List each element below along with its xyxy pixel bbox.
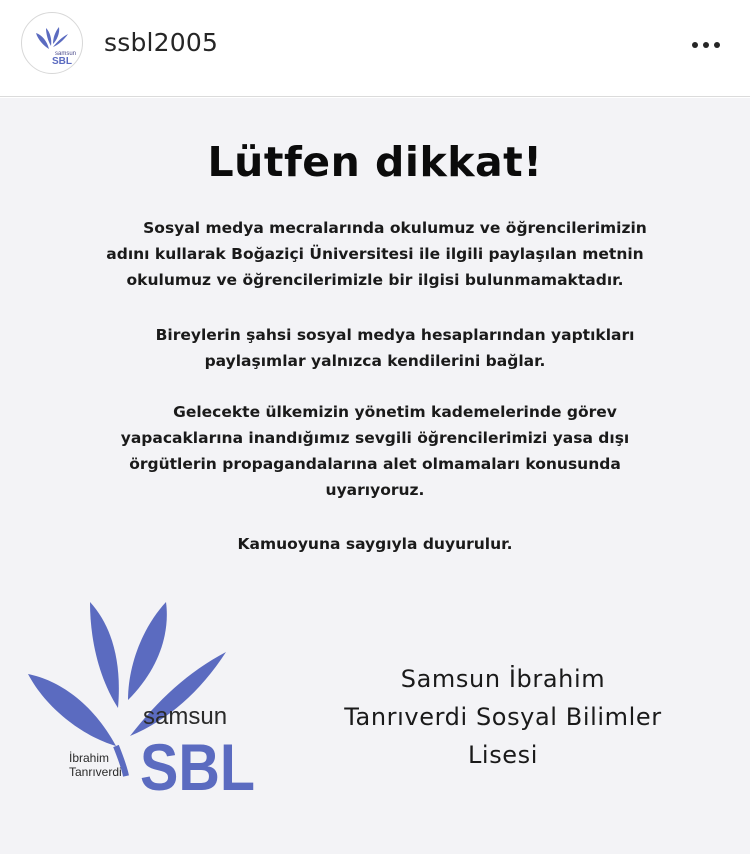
paragraph-3	[95, 399, 655, 503]
svg-text:SBL: SBL	[52, 56, 72, 67]
svg-text:samsun: samsun	[55, 51, 77, 57]
post-image[interactable]	[0, 98, 750, 854]
paragraph-2	[95, 322, 655, 374]
paragraph-line: yapacaklarına inandığımız sevgili öğrencilerimizi yasa dışı	[120, 429, 630, 447]
more-options-icon[interactable]	[686, 30, 726, 60]
school-logo-large	[20, 596, 270, 801]
paragraph-line: Gelecekte ülkemizin yönetim kademelerinde görev	[173, 403, 617, 421]
paragraph-line: örgütlerin propagandalarına alet olmamaları konusunda	[129, 455, 621, 473]
paragraph-line: okulumuz ve öğrencilerimizle bir ilgisi bulunmamaktadır.	[126, 271, 624, 289]
school-logo-icon	[22, 13, 83, 74]
dot	[714, 42, 720, 48]
profile-avatar[interactable]	[21, 12, 83, 74]
paragraph-line: uyarıyoruz.	[325, 481, 425, 499]
post-title: Lütfen dikkat!	[207, 138, 543, 186]
school-name-line: Samsun İbrahim	[400, 665, 606, 693]
school-name-line: Lisesi	[467, 741, 539, 769]
logo-acronym: SBL	[140, 730, 255, 801]
username[interactable]: ssbl2005	[104, 28, 219, 57]
dot	[703, 42, 709, 48]
paragraph-line: adını kullarak Boğaziçi Üniversitesi ile ilgili paylaşılan metnin	[106, 245, 644, 263]
paragraph-line: paylaşımlar yalnızca kendilerini bağlar.	[204, 352, 546, 370]
paragraph-line: Sosyal medya mecralarında okulumuz ve öğrencilerimizin	[143, 219, 647, 237]
school-name	[318, 660, 688, 774]
paragraph-line: Kamuoyuna saygıyla duyurulur.	[237, 535, 513, 553]
logo-name-line1: İbrahim	[69, 751, 110, 765]
logo-city-text: samsun	[143, 703, 228, 730]
post-header	[0, 0, 750, 97]
paragraph-line: Bireylerin şahsi sosyal medya hesaplarından yaptıkları	[155, 326, 635, 344]
paragraph-1	[95, 215, 655, 293]
dot	[692, 42, 698, 48]
logo-name-line2: Tanrıverdi	[69, 765, 122, 779]
school-name-line: Tanrıverdi Sosyal Bilimler	[344, 703, 662, 731]
paragraph-4	[95, 531, 655, 557]
